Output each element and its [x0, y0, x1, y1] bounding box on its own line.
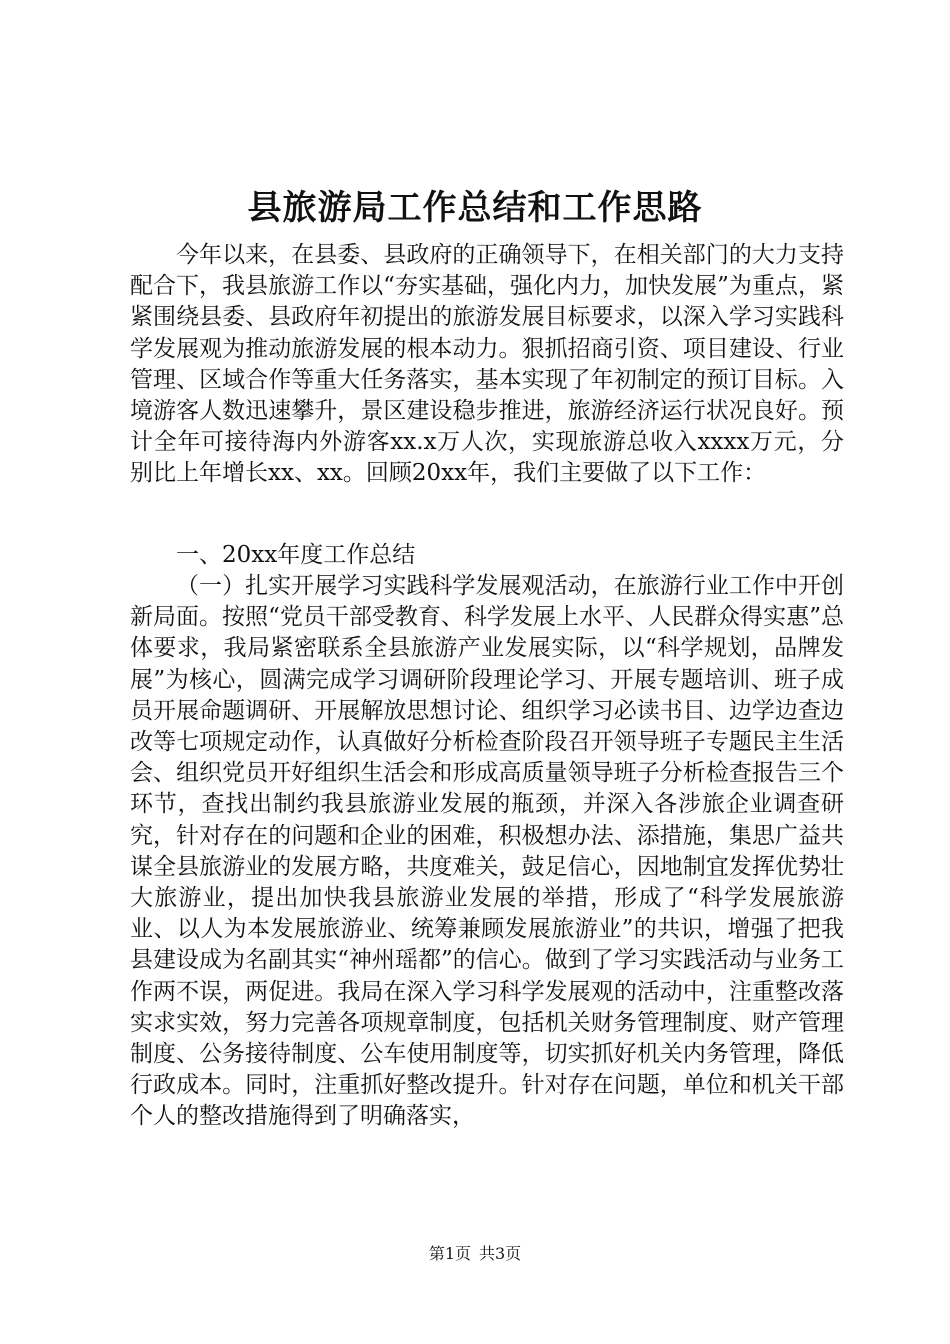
document-title: 县旅游局工作总结和工作思路	[247, 188, 703, 228]
section-paragraph: （一）扎实开展学习实践科学发展观活动，在旅游行业工作中开创新局面。按照“党员干部受教育、科学发展上水平、人民群众得实惠”总体要求，我局紧密联系全县旅游产业发展实际，以“科学规划，品牌发展”为核心，圆满完成学习调研阶段理论学习、开展专题培训、班子成员开展命题调研、开展解放思想讨论、组织学习必读书目、边学边查边改等七项规定动作，认真做好分析检查阶段召开领导班子专题民主生活会、组织党员开好组织生活会和形成高质量领导班子分析检查报告三个环节，查找出制约我县旅游业发展的瓶颈，并深入各涉旅企业调查研究，针对存在的问题和企业的困难，积极想办法、添措施，集思广益共谋全县旅游业的发展方略，共度难关，鼓足信心，因地制宜发挥优势壮大旅游业，提出加快我县旅游业发展的举措，形成了“科学发展旅游业、以人为本发展旅游业、统筹兼顾发展旅游业”的共识，增强了把我县建设成为名副其实“神州瑶都”的信心。做到了学习实践活动与业务工作两不误，两促进。我局在深入学习科学发展观的活动中，注重整改落实求实效，努力完善各项规章制度，包括机关财务管理制度、财产管理制度、公务接待制度、公车使用制度等，切实抓好机关内务管理，降低行政成本。同时，注重抓好整改提升。针对存在问题，单位和机关干部个人的整改措施得到了明确落实，	[130, 573, 844, 1130]
page-number-current: 第1页	[428, 1244, 471, 1263]
intro-paragraph: 今年以来，在县委、县政府的正确领导下，在相关部门的大力支持配合下，我县旅游工作以“夯实基础，强化内力，加快发展”为重点，紧紧围绕县委、县政府年初提出的旅游发展目标要求，以深入学习实践科学发展观为推动旅游发展的根本动力。狠抓招商引资、项目建设、行业管理、区域合作等重大任务落实，基本实现了年初制定的预订目标。入境游客人数迅速攀升，景区建设稳步推进，旅游经济运行状况良好。预计全年可接待海内外游客xx.x万人次，实现旅游总收入xxxx万元，分别比上年增长xx、xx。回顾20xx年，我们主要做了以下工作：	[130, 242, 844, 487]
section-heading: 一、20xx年度工作总结	[176, 542, 416, 568]
page-footer	[0, 1243, 950, 1265]
page-number-total: 共3页	[479, 1244, 522, 1263]
